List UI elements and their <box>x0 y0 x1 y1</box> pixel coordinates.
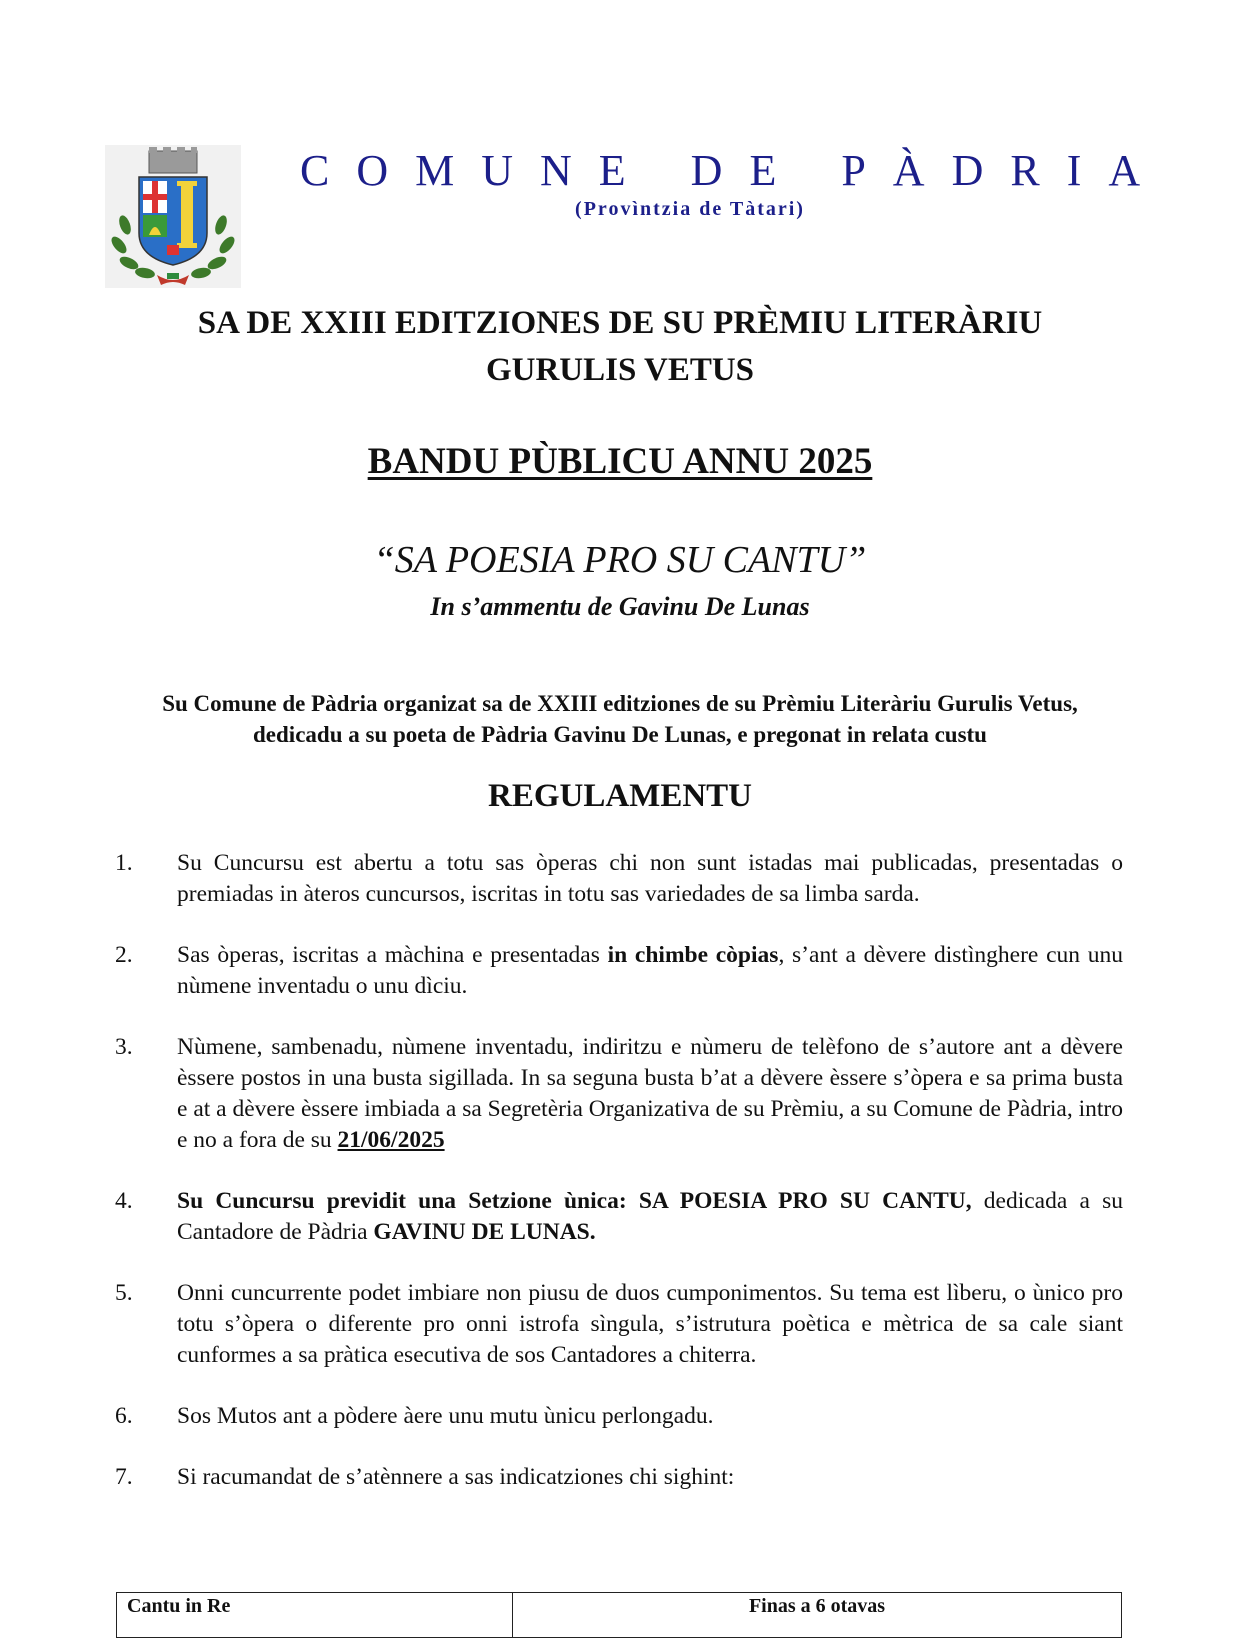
coat-of-arms-icon <box>105 145 241 288</box>
dedication-subtitle: In s’ammentu de Gavinu De Lunas <box>430 592 810 621</box>
rule-text: Su Cuncursu est abertu a totu sas òperas chi non sunt istadas mai publicadas, presentadas o premiadas in àteros cuncursos, iscritas in totu sas variedades de sa limba sarda. <box>177 850 1123 907</box>
rule-item <box>115 1462 1123 1493</box>
rule-text-bold: GAVINU DE LUNAS. <box>373 1219 596 1245</box>
municipality-title: COMUNE DE PÀDRIA <box>300 146 1168 195</box>
rules-list <box>115 848 1123 1523</box>
rule-text-bold: Su Cuncursu previdit una Setzione ùnica: SA POESIA PRO SU CANTU, <box>177 1188 972 1214</box>
rule-item <box>115 1401 1123 1432</box>
rule-item <box>115 848 1123 910</box>
rule-text-bold: in chimbe còpias <box>607 942 779 968</box>
public-call-heading-text: BANDU PÙBLICU ANNU 2025 <box>367 441 873 482</box>
rule-text: Sos Mutos ant a pòdere àere unu mutu ùnicu perlongadu. <box>177 1403 714 1429</box>
rule-number: 4. <box>115 1188 133 1214</box>
rule-number: 5. <box>115 1280 133 1306</box>
prize-title <box>0 300 1240 394</box>
rule-number: 1. <box>115 850 133 876</box>
table-cell: Cantu in Re <box>117 1593 513 1638</box>
table-cell: Finas a 6 otavas <box>513 1593 1122 1638</box>
intro-paragraph: Su Comune de Pàdria organizat sa de XXIII editziones de su Prèmiu Literàriu Gurulis Vetus, dedicadu a su poeta de Pàdria Gavinu De Lunas, e pregonat in relata custu <box>162 691 1078 747</box>
rule-text: Si racumandat de s’atènnere a sas indicatziones chi sighint: <box>177 1464 735 1490</box>
public-call-heading <box>0 440 1240 483</box>
province-subtitle: (Provìntzia de Tàtari) <box>575 198 805 220</box>
rule-text: Nùmene, sambenadu, nùmene inventadu, indiritzu e nùmeru de telèfono de s’autore ant a dèvere èssere postos in una busta sigillada. In sa seguna busta b’at a dèvere èssere s’òpera e sa prima busta e at a dèvere èssere imbiada a sa Segretèria Organizativa de su Prèmiu, a su Comune de Pàdria, intro e no a fora de su <box>177 1034 1123 1153</box>
rule-text: Sas òperas, iscritas a màchina e presentadas <box>177 942 608 968</box>
rule-text: dedicada a su Cantadore de Pàdria <box>177 1188 1123 1245</box>
rule-number: 7. <box>115 1464 133 1490</box>
section-title: “SA POESIA PRO SU CANTU” <box>373 539 867 581</box>
prize-title-line1: SA DE XXIII EDITZIONES DE SU PRÈMIU LITERÀRIU <box>197 305 1043 341</box>
rule-number: 2. <box>115 942 133 968</box>
rule-text: Onni cuncurrente podet imbiare non piusu de duos cumponimentos. Su tema est lìberu, o ùnico pro totu s’òpera o diferente pro onni istrofa sìngula, s’istrutura poètica e mètrica de sa cale siant cunformes a sa pràtica esecutiva de sos Cantadores a chiterra. <box>177 1280 1123 1368</box>
rule-item <box>115 1032 1123 1156</box>
rule-item <box>115 940 1123 1002</box>
rule-text: , s’ant a dèvere distìnghere cun unu nùmene inventadu o unu dìciu. <box>177 942 1124 999</box>
rule-number: 6. <box>115 1403 133 1429</box>
deadline-date: 21/06/2025 <box>337 1127 445 1153</box>
indications-table <box>116 1592 1122 1638</box>
rule-item <box>115 1278 1123 1371</box>
rule-number: 3. <box>115 1034 133 1060</box>
rule-item <box>115 1186 1123 1248</box>
prize-title-line2: GURULIS VETUS <box>485 352 755 388</box>
regulation-heading: REGULAMENTU <box>487 778 753 814</box>
